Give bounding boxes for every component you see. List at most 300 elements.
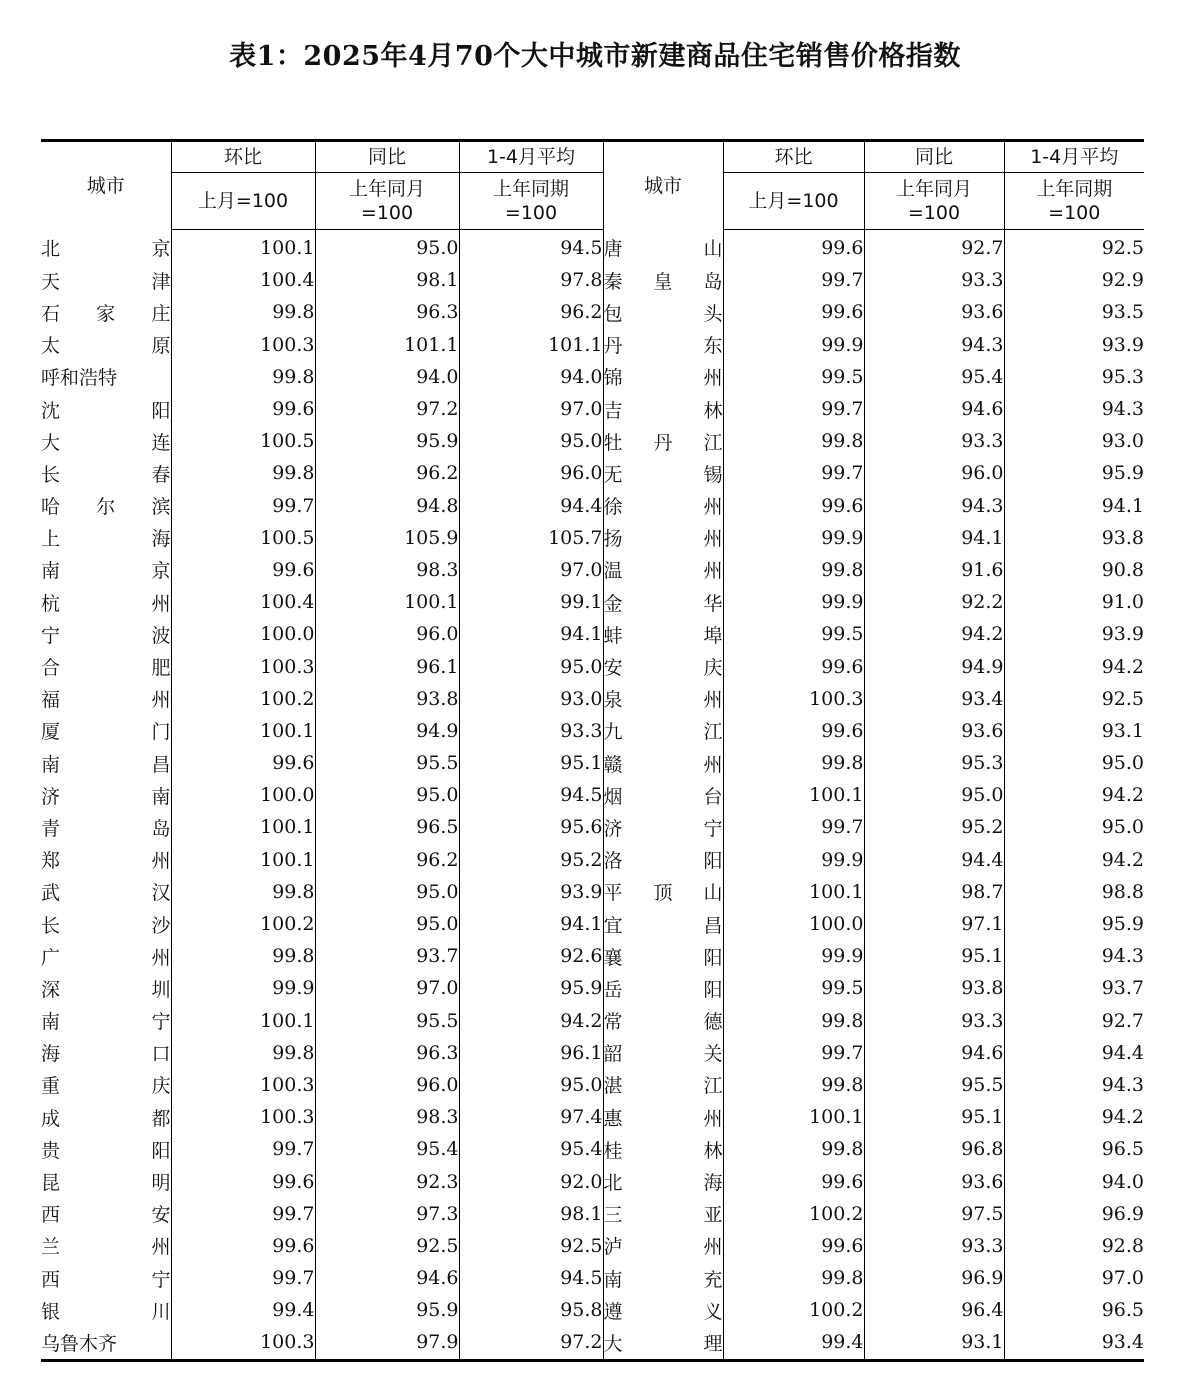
- header-mom-left: 环比: [171, 141, 315, 173]
- avg-value: 95.0: [1004, 747, 1144, 779]
- avg-value: 97.0: [459, 554, 603, 586]
- avg-value: 96.5: [1004, 1294, 1144, 1326]
- city-name: [603, 586, 723, 618]
- avg-value: 97.2: [459, 1326, 603, 1360]
- table-title: 表1：2025年4月70个大中城市新建商品住宅销售价格指数: [229, 41, 961, 72]
- mom-value: 99.7: [723, 811, 864, 843]
- mom-value: 99.9: [171, 972, 315, 1004]
- mom-value: 99.9: [723, 940, 864, 972]
- table-row: [41, 683, 1144, 715]
- table-row: [41, 1294, 1144, 1326]
- city-name-text: 泸 州: [603, 1236, 723, 1259]
- city-name-text: 烟 台: [603, 785, 723, 808]
- city-name-text: 安 庆: [603, 657, 723, 680]
- mom-value: 100.1: [723, 876, 864, 908]
- mom-value: 99.6: [171, 554, 315, 586]
- city-name: [41, 1133, 171, 1165]
- yoy-value: 94.4: [864, 844, 1004, 876]
- city-name: [603, 393, 723, 425]
- avg-value: 93.0: [459, 683, 603, 715]
- yoy-value: 96.8: [864, 1133, 1004, 1165]
- table-body: [41, 230, 1144, 1361]
- city-name-text: 襄 阳: [603, 946, 723, 969]
- city-name: [41, 329, 171, 361]
- city-name: [603, 618, 723, 650]
- city-name: [603, 811, 723, 843]
- mom-value: 100.4: [171, 586, 315, 618]
- mom-value: 100.1: [171, 844, 315, 876]
- avg-value: 94.3: [1004, 940, 1144, 972]
- table-row: [41, 361, 1144, 393]
- city-name-text: 济 宁: [603, 817, 723, 840]
- yoy-value: 93.1: [864, 1326, 1004, 1360]
- avg-value: 97.8: [459, 264, 603, 296]
- city-name-text: 武 汉: [41, 882, 171, 905]
- avg-value: 96.9: [1004, 1198, 1144, 1230]
- yoy-value: 97.1: [864, 908, 1004, 940]
- city-name-text: 杭 州: [41, 592, 171, 615]
- yoy-value: 96.3: [315, 1037, 459, 1069]
- avg-value: 94.5: [459, 230, 603, 265]
- city-name-text: 蚌 埠: [603, 624, 723, 647]
- avg-value: 97.0: [1004, 1262, 1144, 1294]
- table-row: [41, 264, 1144, 296]
- avg-value: 94.5: [459, 1262, 603, 1294]
- city-name: 呼和浩特: [41, 367, 118, 390]
- table-row: [41, 554, 1144, 586]
- mom-value: 100.2: [723, 1294, 864, 1326]
- yoy-value: 94.9: [315, 715, 459, 747]
- city-name: [41, 1198, 171, 1230]
- avg-value: 94.1: [459, 618, 603, 650]
- yoy-value: 97.3: [315, 1198, 459, 1230]
- avg-value: 92.5: [459, 1230, 603, 1262]
- city-name: [603, 1101, 723, 1133]
- avg-value: 95.9: [459, 972, 603, 1004]
- mom-value: 99.7: [171, 1198, 315, 1230]
- avg-value: 94.4: [459, 490, 603, 522]
- city-name: [41, 618, 171, 650]
- avg-value: 93.4: [1004, 1326, 1144, 1360]
- mom-value: 100.3: [171, 1326, 315, 1360]
- table-row: [41, 393, 1144, 425]
- city-name: [603, 1262, 723, 1294]
- city-name-text: 北 京: [41, 238, 171, 261]
- avg-value: 95.0: [1004, 811, 1144, 843]
- table-row: [41, 586, 1144, 618]
- avg-value: 95.0: [459, 1069, 603, 1101]
- avg-value: 101.1: [459, 329, 603, 361]
- city-name-text: 泉 州: [603, 689, 723, 712]
- yoy-value: 94.3: [864, 490, 1004, 522]
- mom-value: 100.0: [171, 779, 315, 811]
- city-name: [603, 554, 723, 586]
- city-name: [603, 972, 723, 1004]
- city-name: [603, 329, 723, 361]
- mom-value: 99.6: [171, 393, 315, 425]
- city-name: [41, 264, 171, 296]
- avg-value: 91.0: [1004, 586, 1144, 618]
- mom-value: 99.8: [723, 425, 864, 457]
- avg-value: 94.1: [1004, 490, 1144, 522]
- city-name: 乌鲁木齐: [41, 1332, 118, 1355]
- city-name: [603, 230, 723, 265]
- avg-value: 96.2: [459, 296, 603, 328]
- mom-value: 99.4: [171, 1294, 315, 1326]
- city-name-text: 锦 州: [603, 367, 723, 390]
- table-row: [41, 747, 1144, 779]
- city-name-text: 南 充: [603, 1268, 723, 1291]
- mom-value: 99.5: [723, 972, 864, 1004]
- city-name: [603, 1294, 723, 1326]
- city-name-text: 赣 州: [603, 753, 723, 776]
- mom-value: 100.4: [171, 264, 315, 296]
- mom-value: 99.8: [171, 876, 315, 908]
- table-row: [41, 457, 1144, 489]
- mom-value: 99.4: [723, 1326, 864, 1360]
- yoy-value: 96.5: [315, 811, 459, 843]
- city-name-text: 长 春: [41, 463, 171, 486]
- city-name: [603, 1230, 723, 1262]
- yoy-value: 92.5: [315, 1230, 459, 1262]
- mom-value: 99.8: [723, 554, 864, 586]
- table-row: [41, 650, 1144, 682]
- avg-value: 95.1: [459, 747, 603, 779]
- mom-value: 99.8: [723, 747, 864, 779]
- city-name-text: 金 华: [603, 592, 723, 615]
- city-name: [603, 650, 723, 682]
- avg-value: 99.1: [459, 586, 603, 618]
- avg-value: 96.1: [459, 1037, 603, 1069]
- header-mom-base-left: 上月=100: [171, 173, 315, 230]
- city-name-text: 兰 州: [41, 1236, 171, 1259]
- city-name-text: 吉 林: [603, 399, 723, 422]
- city-name-text: 岳 阳: [603, 978, 723, 1001]
- city-name-text: 扬 州: [603, 528, 723, 551]
- mom-value: 99.8: [171, 361, 315, 393]
- city-name: [41, 457, 171, 489]
- city-name: [41, 1101, 171, 1133]
- city-name-text: 北 海: [603, 1172, 723, 1195]
- yoy-value: 97.5: [864, 1198, 1004, 1230]
- city-name: [603, 683, 723, 715]
- header-yoy-base-left: 上年同月 =100: [315, 173, 459, 230]
- city-name: [41, 844, 171, 876]
- city-name-text: 太 原: [41, 335, 171, 358]
- city-name-text: 大 连: [41, 431, 171, 454]
- avg-value: 95.0: [459, 650, 603, 682]
- yoy-value: 96.2: [315, 844, 459, 876]
- city-name-text: 合 肥: [41, 657, 171, 680]
- city-name-text: 大 理: [603, 1332, 723, 1355]
- yoy-value: 94.9: [864, 650, 1004, 682]
- avg-value: 97.0: [459, 393, 603, 425]
- city-name-text: 昆 明: [41, 1172, 171, 1195]
- table-row: [41, 1005, 1144, 1037]
- city-name-text: 南 宁: [41, 1011, 171, 1034]
- mom-value: 100.3: [171, 650, 315, 682]
- avg-value: 93.5: [1004, 296, 1144, 328]
- mom-value: 100.0: [171, 618, 315, 650]
- avg-value: 93.8: [1004, 522, 1144, 554]
- avg-value: 94.2: [459, 1005, 603, 1037]
- mom-value: 99.7: [171, 1262, 315, 1294]
- mom-value: 100.1: [171, 811, 315, 843]
- yoy-value: 95.0: [315, 908, 459, 940]
- city-name-text: 成 都: [41, 1107, 171, 1130]
- avg-value: 92.7: [1004, 1005, 1144, 1037]
- table-row: [41, 490, 1144, 522]
- table-row: [41, 1262, 1144, 1294]
- table-row: [41, 876, 1144, 908]
- mom-value: 99.8: [723, 1005, 864, 1037]
- mom-value: 99.7: [723, 457, 864, 489]
- mom-value: 100.3: [171, 1069, 315, 1101]
- table-row: [41, 779, 1144, 811]
- avg-value: 97.4: [459, 1101, 603, 1133]
- yoy-value: 94.2: [864, 618, 1004, 650]
- yoy-value: 96.0: [315, 618, 459, 650]
- avg-value: 95.4: [459, 1133, 603, 1165]
- mom-value: 100.2: [171, 683, 315, 715]
- city-name-text: 湛 江: [603, 1075, 723, 1098]
- yoy-value: 94.0: [315, 361, 459, 393]
- avg-value: 94.2: [1004, 779, 1144, 811]
- city-name: [41, 490, 171, 522]
- avg-value: 95.9: [1004, 457, 1144, 489]
- avg-value: 93.3: [459, 715, 603, 747]
- yoy-value: 92.3: [315, 1165, 459, 1197]
- avg-value: 94.3: [1004, 393, 1144, 425]
- mom-value: 99.8: [171, 940, 315, 972]
- avg-value: 93.9: [1004, 618, 1144, 650]
- city-name-text: 重 庆: [41, 1075, 171, 1098]
- city-name-text: 温 州: [603, 560, 723, 583]
- city-name-text: 桂 林: [603, 1139, 723, 1162]
- avg-value: 95.9: [1004, 908, 1144, 940]
- header-city-left: 城市: [86, 174, 125, 197]
- city-name-text: 厦 门: [41, 721, 171, 744]
- city-name-text: 沈 阳: [41, 399, 171, 422]
- city-name-text: 天 津: [41, 270, 171, 293]
- city-name: [603, 361, 723, 393]
- table-row: [41, 715, 1144, 747]
- mom-value: 100.1: [171, 715, 315, 747]
- avg-value: 98.1: [459, 1198, 603, 1230]
- yoy-value: 98.3: [315, 1101, 459, 1133]
- mom-value: 99.8: [723, 1069, 864, 1101]
- city-name: [41, 522, 171, 554]
- yoy-value: 93.3: [864, 1005, 1004, 1037]
- mom-value: 99.6: [723, 296, 864, 328]
- table-row: [41, 940, 1144, 972]
- yoy-value: 94.6: [864, 393, 1004, 425]
- city-name: [41, 876, 171, 908]
- yoy-value: 94.6: [315, 1262, 459, 1294]
- table-row: [41, 296, 1144, 328]
- table-row: [41, 908, 1144, 940]
- city-name: [603, 908, 723, 940]
- yoy-value: 95.9: [315, 425, 459, 457]
- yoy-value: 95.9: [315, 1294, 459, 1326]
- avg-value: 93.1: [1004, 715, 1144, 747]
- yoy-value: 95.1: [864, 1101, 1004, 1133]
- yoy-value: 94.6: [864, 1037, 1004, 1069]
- header-mom-right: 环比: [723, 141, 864, 173]
- yoy-value: 95.0: [315, 779, 459, 811]
- avg-value: 93.7: [1004, 972, 1144, 1004]
- header-yoy-right: 同比: [864, 141, 1004, 173]
- city-name-text: 韶 关: [603, 1043, 723, 1066]
- city-name: [41, 586, 171, 618]
- city-name: [603, 457, 723, 489]
- city-name: [41, 296, 171, 328]
- avg-value: 95.0: [459, 425, 603, 457]
- mom-value: 99.5: [723, 618, 864, 650]
- table-row: [41, 522, 1144, 554]
- city-name-text: 宜 昌: [603, 914, 723, 937]
- city-name-text: 长 沙: [41, 914, 171, 937]
- yoy-value: 93.8: [315, 683, 459, 715]
- yoy-value: 96.0: [315, 1069, 459, 1101]
- avg-value: 94.5: [459, 779, 603, 811]
- avg-value: 95.2: [459, 844, 603, 876]
- city-name-text: 济 南: [41, 785, 171, 808]
- city-name: [603, 715, 723, 747]
- header-avg-right: 1-4月平均: [1004, 141, 1144, 173]
- city-name: [41, 1294, 171, 1326]
- yoy-value: 95.5: [864, 1069, 1004, 1101]
- yoy-value: 91.6: [864, 554, 1004, 586]
- mom-value: 99.6: [171, 1230, 315, 1262]
- city-name-text: 丹 东: [603, 335, 723, 358]
- yoy-value: 94.3: [864, 329, 1004, 361]
- mom-value: 100.3: [171, 329, 315, 361]
- avg-value: 96.5: [1004, 1133, 1144, 1165]
- avg-value: 98.8: [1004, 876, 1144, 908]
- yoy-value: 93.3: [864, 264, 1004, 296]
- city-name-text: 遵 义: [603, 1300, 723, 1323]
- table-row: [41, 1101, 1144, 1133]
- mom-value: 100.1: [723, 1101, 864, 1133]
- city-name: [41, 425, 171, 457]
- avg-value: 93.0: [1004, 425, 1144, 457]
- city-name: [41, 1069, 171, 1101]
- table-row: [41, 329, 1144, 361]
- city-name: [41, 747, 171, 779]
- avg-value: 105.7: [459, 522, 603, 554]
- mom-value: 100.0: [723, 908, 864, 940]
- mom-value: 100.1: [723, 779, 864, 811]
- avg-value: 92.9: [1004, 264, 1144, 296]
- city-name: [41, 650, 171, 682]
- mom-value: 99.5: [723, 361, 864, 393]
- mom-value: 99.9: [723, 522, 864, 554]
- city-name: [41, 683, 171, 715]
- city-name: [603, 1069, 723, 1101]
- city-name-text: 惠 州: [603, 1107, 723, 1130]
- yoy-value: 96.0: [864, 457, 1004, 489]
- avg-value: 94.4: [1004, 1037, 1144, 1069]
- yoy-value: 95.4: [864, 361, 1004, 393]
- city-name: [41, 1262, 171, 1294]
- yoy-value: 93.6: [864, 296, 1004, 328]
- avg-value: 94.3: [1004, 1069, 1144, 1101]
- city-name: [41, 940, 171, 972]
- mom-value: 99.8: [171, 457, 315, 489]
- avg-value: 92.0: [459, 1165, 603, 1197]
- yoy-value: 97.9: [315, 1326, 459, 1360]
- yoy-value: 93.6: [864, 715, 1004, 747]
- city-name-text: 深 圳: [41, 978, 171, 1001]
- yoy-value: 95.0: [315, 230, 459, 265]
- yoy-value: 94.1: [864, 522, 1004, 554]
- yoy-value: 96.4: [864, 1294, 1004, 1326]
- yoy-value: 96.3: [315, 296, 459, 328]
- yoy-value: 93.3: [864, 1230, 1004, 1262]
- yoy-value: 98.1: [315, 264, 459, 296]
- city-name: [41, 393, 171, 425]
- city-name-text: 三 亚: [603, 1204, 723, 1227]
- mom-value: 99.6: [723, 650, 864, 682]
- mom-value: 99.6: [723, 230, 864, 265]
- mom-value: 99.7: [723, 393, 864, 425]
- yoy-value: 98.7: [864, 876, 1004, 908]
- mom-value: 99.6: [171, 747, 315, 779]
- avg-value: 94.0: [1004, 1165, 1144, 1197]
- yoy-value: 92.2: [864, 586, 1004, 618]
- avg-value: 94.1: [459, 908, 603, 940]
- avg-value: 94.2: [1004, 650, 1144, 682]
- city-name: [603, 747, 723, 779]
- header-city-right: 城市: [603, 141, 723, 230]
- mom-value: 99.8: [171, 1037, 315, 1069]
- city-name-text: 南 昌: [41, 753, 171, 776]
- mom-value: 99.9: [723, 586, 864, 618]
- city-name-text: 哈 尔 滨: [41, 496, 171, 519]
- city-name: [41, 715, 171, 747]
- table-row: [41, 618, 1144, 650]
- avg-value: 90.8: [1004, 554, 1144, 586]
- avg-value: 92.5: [1004, 683, 1144, 715]
- yoy-value: 93.8: [864, 972, 1004, 1004]
- city-name: [603, 779, 723, 811]
- city-name-text: 青 岛: [41, 817, 171, 840]
- city-name-text: 平 顶 山: [603, 882, 723, 905]
- yoy-value: 95.2: [864, 811, 1004, 843]
- city-name: [41, 230, 171, 265]
- city-name: [603, 522, 723, 554]
- mom-value: 99.6: [723, 490, 864, 522]
- header-yoy-left: 同比: [315, 141, 459, 173]
- city-name: [603, 1005, 723, 1037]
- avg-value: 94.0: [459, 361, 603, 393]
- table-row: [41, 230, 1144, 265]
- yoy-value: 96.1: [315, 650, 459, 682]
- city-name-text: 唐 山: [603, 238, 723, 261]
- city-name: [41, 1230, 171, 1262]
- yoy-value: 96.9: [864, 1262, 1004, 1294]
- header-avg-left: 1-4月平均: [459, 141, 603, 173]
- city-name-text: 郑 州: [41, 850, 171, 873]
- yoy-value: 95.1: [864, 940, 1004, 972]
- table-row: [41, 1037, 1144, 1069]
- yoy-value: 101.1: [315, 329, 459, 361]
- city-name: [603, 490, 723, 522]
- city-name: [603, 1133, 723, 1165]
- yoy-value: 94.8: [315, 490, 459, 522]
- mom-value: 100.1: [171, 1005, 315, 1037]
